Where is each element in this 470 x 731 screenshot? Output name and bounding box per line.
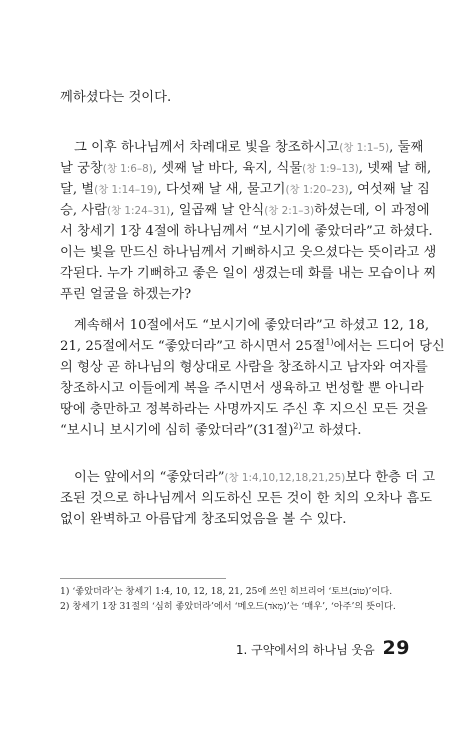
text-segment: 계속해서 10절에서도 “보시기에 좋았더라”고 하셨고 12, 18, [74, 318, 430, 333]
scripture-reference: (창 1:14–19) [94, 184, 158, 196]
text-line [60, 379, 424, 399]
text-line [60, 510, 410, 530]
footnote-2: 2) 창세기 1장 31절의 ‘심히 좋았더라’에서 ‘메오드(מְאֹד)’는 ‘매우’, ‘아주’의 뜻이다. [60, 601, 396, 612]
text-line [60, 400, 428, 420]
text-line [60, 138, 424, 158]
text-line [60, 316, 430, 336]
scripture-reference: (창 1:1–5) [339, 142, 390, 154]
text-segment: 이는 앞에서의 “좋았더라” [74, 470, 225, 485]
text-segment: , 넷째 날 해, [358, 161, 432, 176]
text-line [60, 468, 436, 488]
footnote-1: 1) ‘좋았더라’는 창세기 1:4, 10, 12, 18, 21, 25에 쓰인 히브리어 ‘토브(טוֹב)’이다. [60, 586, 393, 597]
text-segment: 21, 25절에서도 “좋았더라”고 하시면서 25절 [60, 339, 326, 354]
text-segment: 의 형상 곧 하나님의 형상대로 사람을 창조하시고 남자와 여자를 [60, 360, 428, 375]
page-number: 29 [382, 637, 410, 659]
text-segment: 조된 것으로 하나님께서 의도하신 모든 것이 한 치의 오차나 흠도 [60, 491, 433, 506]
text-segment: 하셨는데, 이 과정에 [314, 203, 430, 218]
text-line [60, 264, 437, 284]
text-segment: 푸린 얼굴을 하겠는가? [60, 287, 192, 302]
text-line [60, 159, 432, 179]
text-segment: 각된다. 누가 기뻐하고 좋은 일이 생겼는데 화를 내는 모습이나 찌 [60, 266, 437, 281]
text-segment: 없이 완벽하고 아름답게 창조되었음을 볼 수 있다. [60, 512, 347, 527]
text-segment: “보시니 보시기에 심히 좋았더라”(31절) [60, 423, 294, 438]
text-line [60, 285, 410, 305]
text-segment: 이는 빛을 만드신 하나님께서 기뻐하시고 웃으셨다는 뜻이라고 생 [60, 245, 437, 260]
running-footer [236, 637, 410, 659]
footnote-divider [60, 578, 226, 579]
scripture-reference: (창 1:6–8) [102, 163, 153, 175]
text-line [60, 222, 433, 242]
text-segment: 께하셨다는 것이다. [60, 90, 172, 105]
text-line [60, 88, 410, 108]
text-line [60, 337, 445, 357]
text-segment: , 일곱째 날 안식 [170, 203, 265, 218]
text-segment: 달, 별 [60, 182, 95, 197]
text-line [60, 489, 433, 509]
footnote-marker: 2) [293, 421, 302, 431]
text-segment: 에서는 드디어 당신 [333, 339, 445, 354]
text-segment: , 셋째 날 바다, 육지, 식물 [152, 161, 303, 176]
text-segment: , 여섯째 날 짐 [348, 182, 430, 197]
text-line [60, 421, 410, 441]
scripture-reference: (창 1:4,10,12,18,21,25) [224, 472, 346, 484]
text-segment: 창조하시고 이들에게 복을 주시면서 생육하고 번성할 뿐 아니라 [60, 381, 424, 396]
text-segment: 보다 한층 더 고 [345, 470, 436, 485]
text-segment: 승, 사람 [60, 203, 107, 218]
text-line [60, 201, 430, 221]
chapter-title: 1. 구약에서의 하나님 웃음 [235, 643, 375, 657]
text-segment: 그 이후 하나님께서 차례대로 빛을 창조하시고 [74, 140, 340, 155]
text-line [60, 180, 430, 200]
text-segment: 날 궁창 [60, 161, 103, 176]
scripture-reference: (창 2:1–3) [264, 205, 315, 217]
text-segment: , 다섯째 날 새, 물고기 [157, 182, 286, 197]
text-segment: , 둘째 [389, 140, 424, 155]
scripture-reference: (창 1:24–31) [107, 205, 171, 217]
footnote-marker: 1) [325, 337, 334, 347]
text-line [60, 358, 428, 378]
text-line [60, 243, 437, 263]
text-segment: 고 하셨다. [301, 423, 362, 438]
text-segment: 땅에 충만하고 정복하라는 사명까지도 주신 후 지으신 모든 것을 [60, 402, 428, 417]
scripture-reference: (창 1:9–13) [302, 163, 359, 175]
scripture-reference: (창 1:20–23) [285, 184, 349, 196]
text-segment: 서 창세기 1장 4절에 하나님께서 “보시기에 좋았더라”고 하셨다. [60, 224, 433, 239]
